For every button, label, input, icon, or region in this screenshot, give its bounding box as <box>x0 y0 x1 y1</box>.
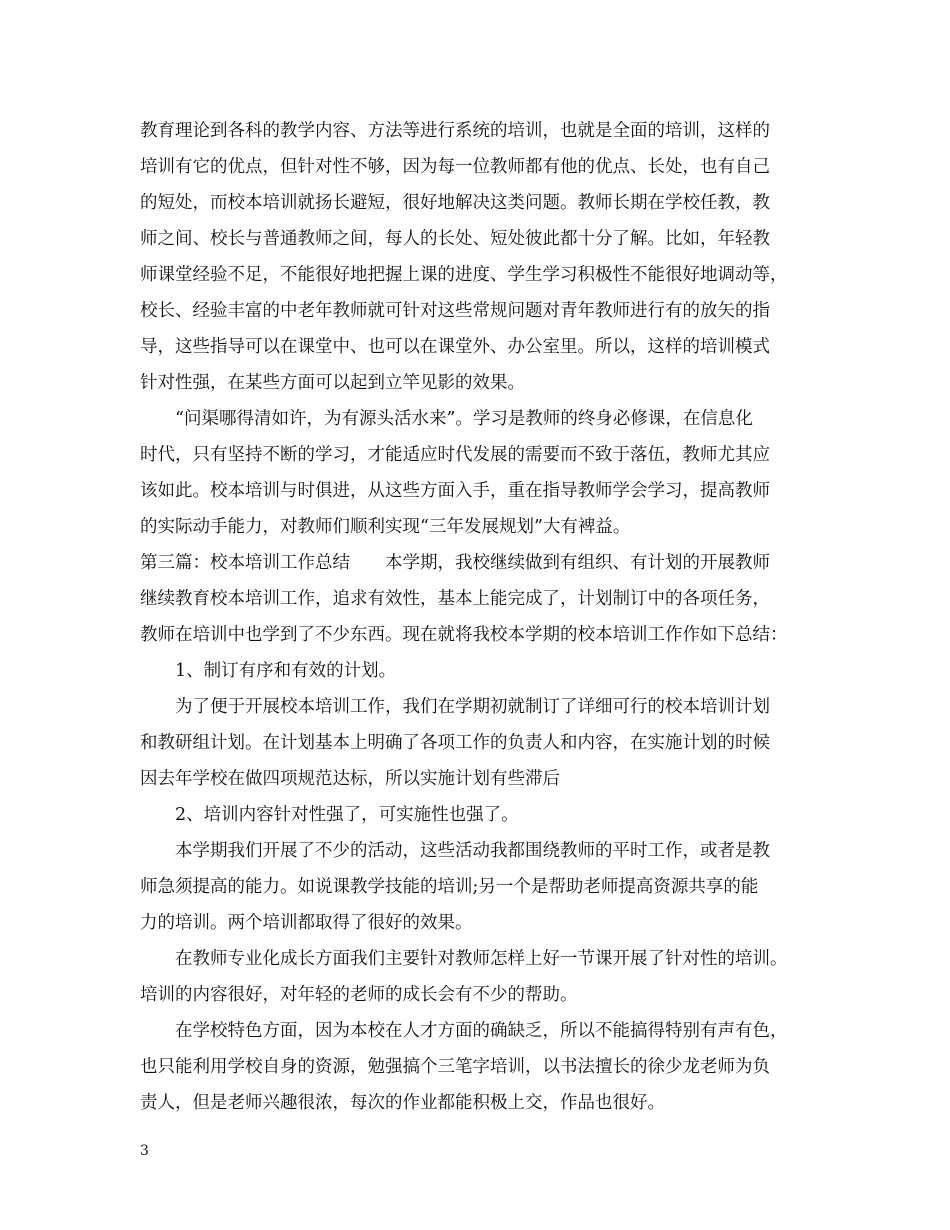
text-line: 第三篇：校本培训工作总结 本学期，我校继续做到有组织、有计划的开展教师 <box>140 553 770 573</box>
text-line: 培训有它的优点，但针对性不够，因为每一位教师都有他的优点、长处，也有自己 <box>140 157 770 177</box>
text-line: 师课堂经验不足，不能很好地把握上课的进度、学生学习积极性不能很好地调动等， <box>140 265 788 285</box>
text-line: 力的培训。两个培训都取得了很好的效果。 <box>140 913 473 933</box>
text-line: 师之间、校长与普通教师之间，每人的长处、短处彼此都十分了解。比如，年轻教 <box>140 229 770 249</box>
text-line: 的实际动手能力，对教师们顺利实现“三年发展规划”大有裨益。 <box>140 517 631 537</box>
text-line: 培训的内容很好，对年轻的老师的成长会有不少的帮助。 <box>140 985 578 1005</box>
text-line: 在学校特色方面，因为本校在人才方面的确缺乏，所以不能搞得特别有声有色， <box>140 1021 788 1041</box>
text-line: 责人，但是老师兴趣很浓，每次的作业都能积极上交，作品也很好。 <box>140 1093 665 1113</box>
text-line: 因去年学校在做四项规范达标，所以实施计划有些滞后 <box>140 769 560 789</box>
text-line: 师急须提高的能力。如说课教学技能的培训;另一个是帮助老师提高资源共享的能 <box>140 877 759 897</box>
text-line: 该如此。校本培训与时俱进，从这些方面入手，重在指导教师学会学习，提高教师 <box>140 481 770 501</box>
text-line: 和教研组计划。在计划基本上明确了各项工作的负责人和内容，在实施计划的时候 <box>140 733 770 753</box>
text-line: 本学期我们开展了不少的活动，这些活动我都围绕教师的平时工作，或者是教 <box>140 841 770 861</box>
text-line: 教师在培训中也学到了不少东西。现在就将我校本学期的校本培训工作作如下总结： <box>140 625 788 645</box>
text-line: “问渠哪得清如许，为有源头活水来”。学习是教师的终身必修课，在信息化 <box>140 409 753 429</box>
text-line: 为了便于开展校本培训工作，我们在学期初就制订了详细可行的校本培训计划 <box>140 697 770 717</box>
text-line: 2、培训内容针对性强了，可实施性也强了。 <box>140 805 519 825</box>
text-line: 时代，只有坚持不断的学习，才能适应时代发展的需要而不致于落伍，教师尤其应 <box>140 445 770 465</box>
text-line: 教育理论到各科的教学内容、方法等进行系统的培训，也就是全面的培训，这样的 <box>140 121 770 141</box>
text-line: 在教师专业化成长方面我们主要针对教师怎样上好一节课开展了针对性的培训。 <box>140 949 788 969</box>
text-line: 针对性强，在某些方面可以起到立竿见影的效果。 <box>140 373 525 393</box>
text-line: 继续教育校本培训工作，追求有效性，基本上能完成了，计划制订中的各项任务， <box>140 589 770 609</box>
text-line: 导，这些指导可以在课堂中、也可以在课堂外、办公室里。所以，这样的培训模式 <box>140 337 770 357</box>
text-line: 1、制订有序和有效的计划。 <box>140 661 397 681</box>
text-line: 也只能利用学校自身的资源，勉强搞个三笔字培训，以书法擅长的徐少龙老师为负 <box>140 1057 770 1077</box>
text-line: 校长、经验丰富的中老年教师就可针对这些常规问题对青年教师进行有的放矢的指 <box>140 301 770 321</box>
page-number: 3 <box>140 1143 149 1159</box>
text-line: 的短处，而校本培训就扬长避短，很好地解决这类问题。教师长期在学校任教，教 <box>140 193 770 213</box>
